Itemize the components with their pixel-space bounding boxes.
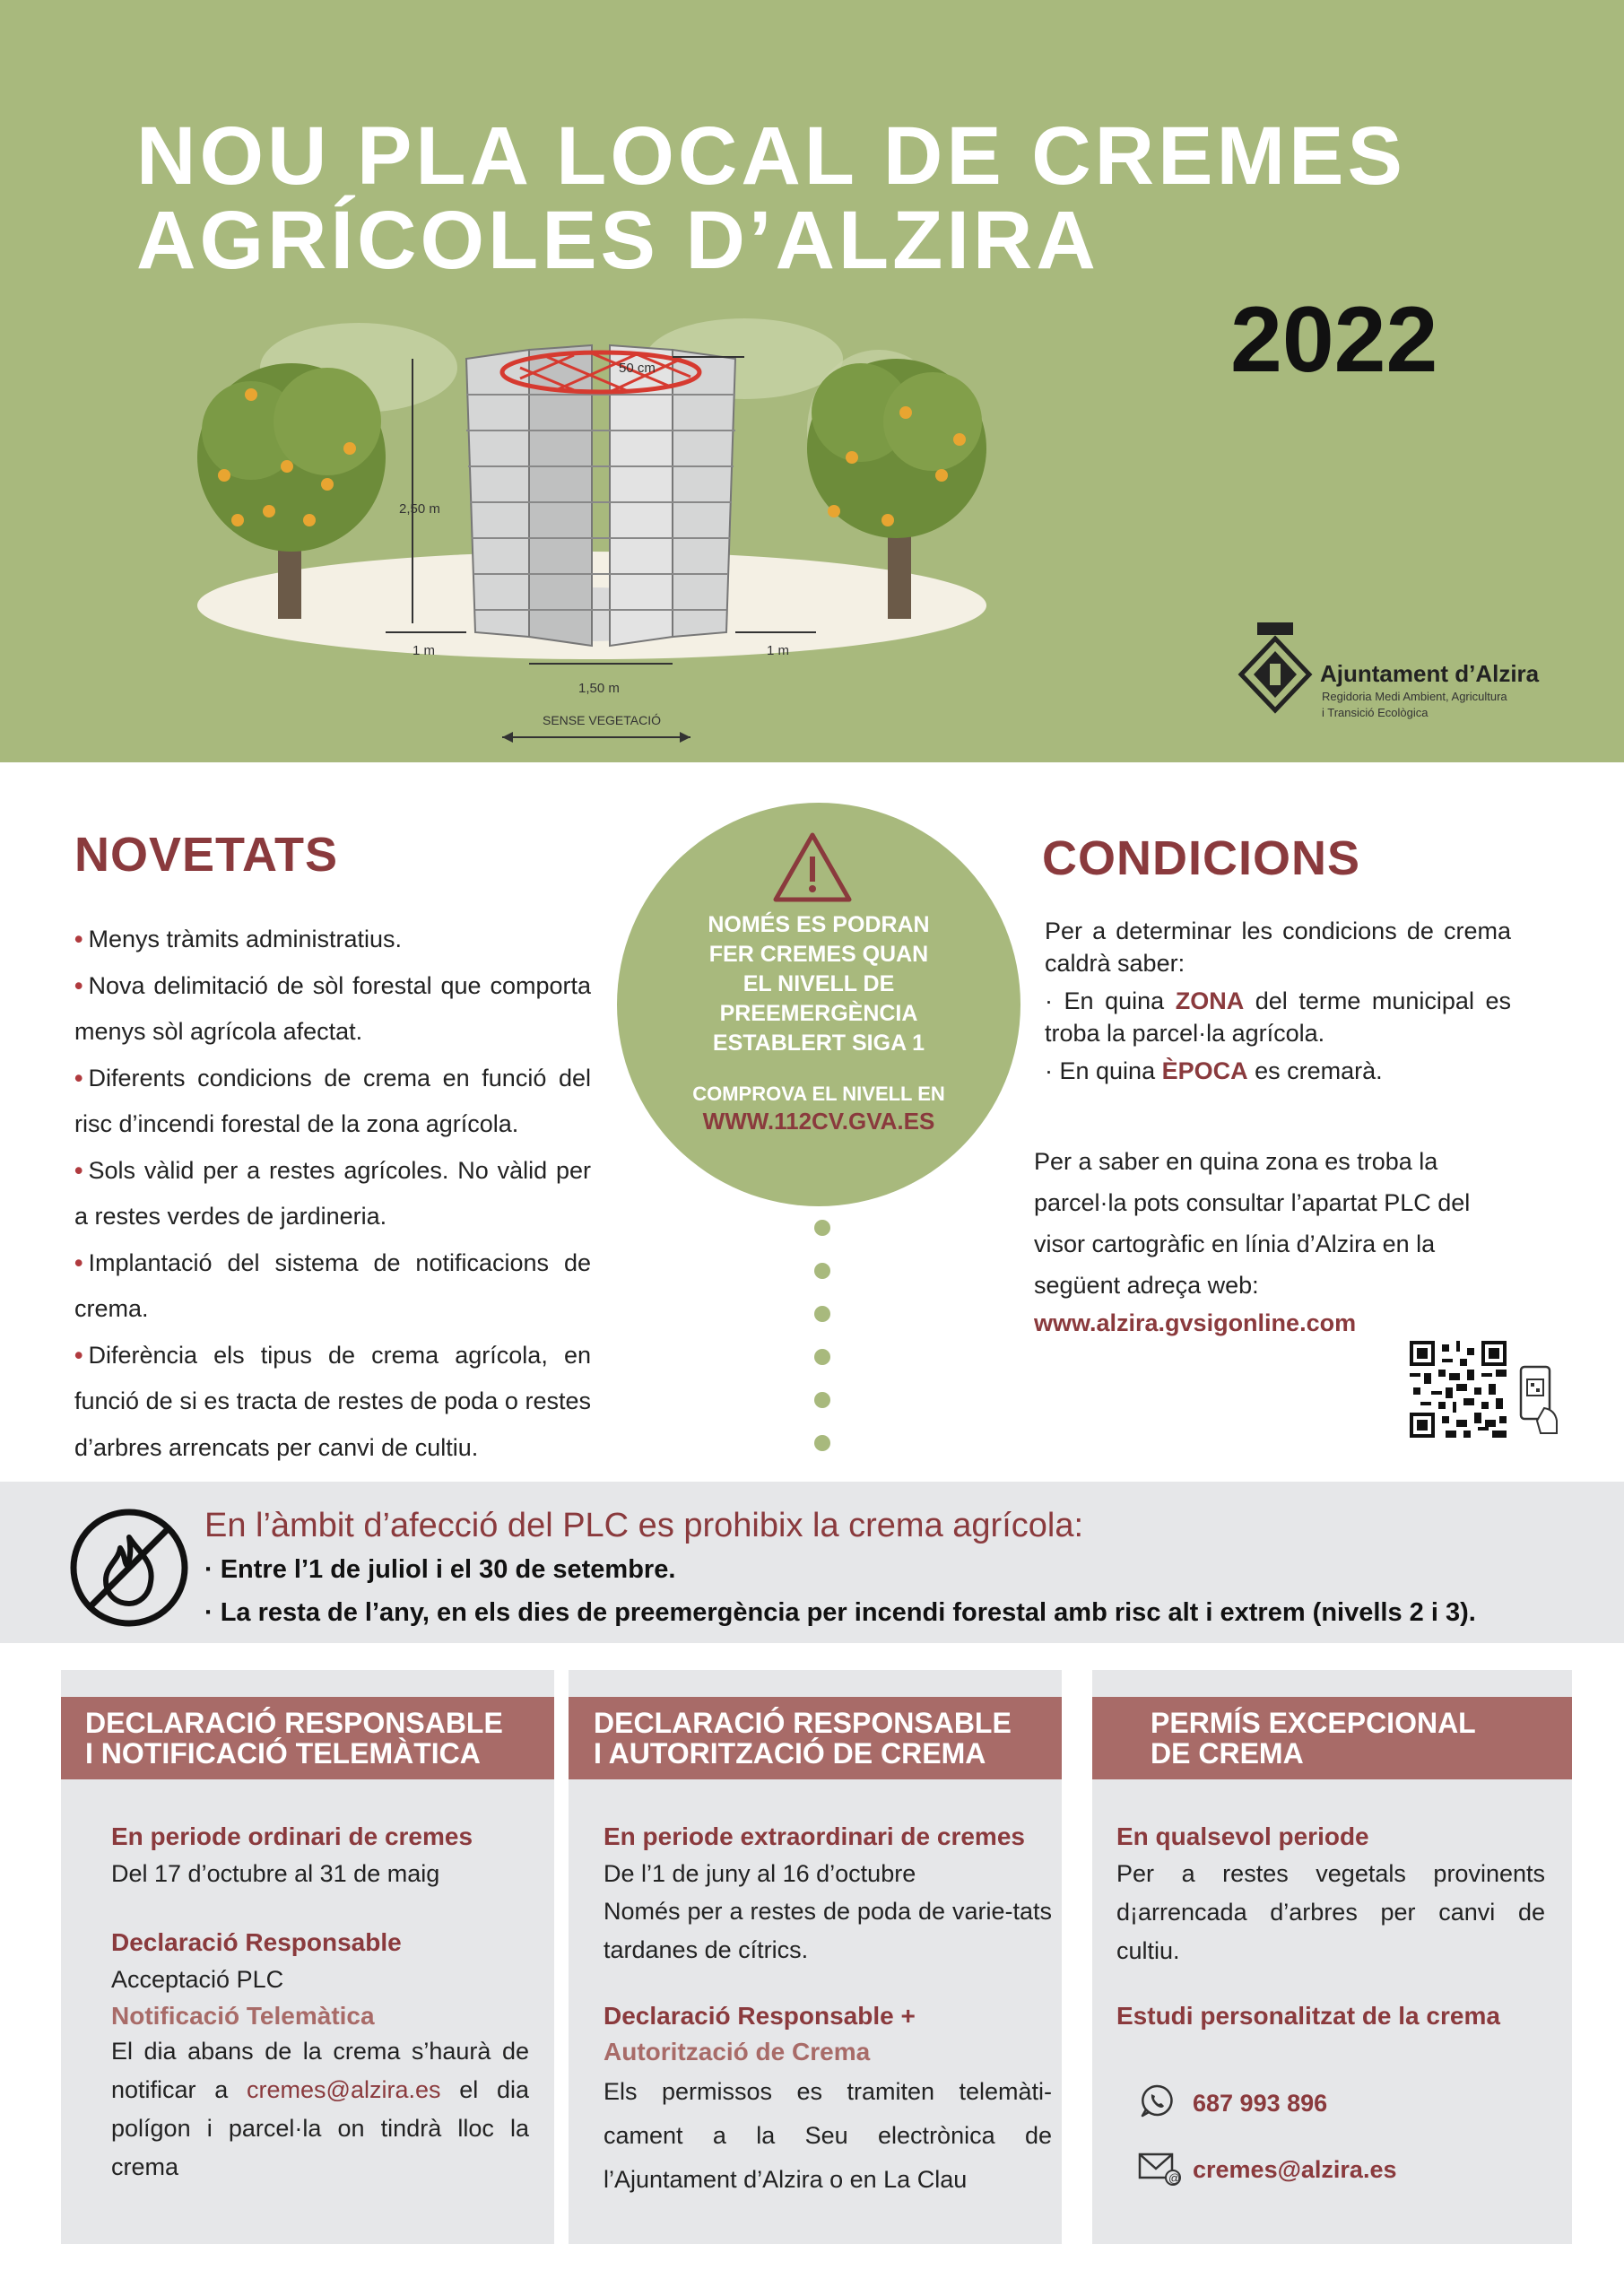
column-1-declaracio: Declaració Responsable: [111, 1928, 402, 1956]
column-3-text: Per a restes vegetals provinents d¡arrencada d’arbres per canvi de cultiu.: [1116, 1860, 1545, 1964]
column-3-study: Estudi personalitzat de la crema: [1116, 2002, 1500, 2030]
column-2-period: En periode extraordinari de cremes: [604, 1822, 1025, 1850]
email-link[interactable]: cremes@alzira.es: [247, 2076, 441, 2103]
email-icon: [1137, 2149, 1184, 2187]
column-3-period: En qualsevol periode: [1116, 1822, 1369, 1850]
condicions-epoca: · En quina ÈPOCA es cremarà.: [1045, 1057, 1383, 1084]
phone-number[interactable]: 687 993 896: [1193, 2090, 1328, 2117]
condicions-text: [1045, 915, 1511, 1087]
coat-of-arms-icon: [1238, 619, 1313, 718]
prohibition-band: [0, 1482, 1624, 1643]
column-1-text: El dia abans de la crema s’haurà de notificar a cremes@alzira.es el dia polígon i parcel·la on tindrà lloc la crema: [111, 2038, 529, 2180]
list-item: • Menys tràmits administratius.: [74, 926, 403, 952]
decorative-dot: [814, 1435, 830, 1451]
no-vegetation-label: SENSE VEGETACIÓ: [543, 713, 661, 727]
list-item: • Implantació del sistema de notificacions de crema.: [74, 1248, 591, 1322]
decorative-dot: [814, 1306, 830, 1322]
decorative-dot: [814, 1263, 830, 1279]
no-fire-icon: [68, 1507, 190, 1629]
column-1-acceptacio: Acceptació PLC: [111, 1966, 284, 1993]
burn-pile-diagram: [170, 305, 1022, 744]
column-1-dates: Del 17 d’octubre al 31 de maig: [111, 1860, 440, 1887]
prohibition-item-2: · La resta de l’any, en els dies de preemergència per incendi forestal amb risc alt i extrem (nivells 2 i 3).: [204, 1598, 1476, 1627]
novetats-title: NOVETATS: [74, 828, 339, 882]
condicions-intro: Per a determinar les condicions de crema caldrà saber:: [1045, 918, 1511, 977]
page-title-line1: NOU PLA LOCAL DE CREMES: [136, 110, 1406, 202]
year-label: 2022: [1230, 288, 1438, 392]
prohibition-title: En l’àmbit d’afecció del PLC es prohibix la crema agrícola:: [204, 1507, 1084, 1544]
prohibition-item-1: · Entre l’1 de juliol i el 30 de setembre.: [204, 1555, 676, 1584]
header-banner: [0, 0, 1624, 762]
list-item: • Diferents condicions de crema en funció del risc d’incendi forestal de la zona agrícola.: [74, 1064, 591, 1137]
column-permis-excepcional: [1092, 1670, 1572, 2244]
dim-1m-right-label: 1 m: [767, 643, 790, 658]
column-2-declaracio: Declaració Responsable +: [604, 2002, 916, 2030]
circle-text: NOMÉS ES PODRAN FER CREMES QUAN EL NIVELL DE PREEMERGÈNCIA ESTABLERT SIGA 1: [708, 912, 930, 1056]
list-item: • Nova delimitació de sòl forestal que comporta menys sòl agrícola afectat.: [74, 971, 591, 1045]
logo-subtitle-2: i Transició Ecològica: [1322, 706, 1429, 719]
qr-code-icon: [1410, 1341, 1507, 1438]
column-2-header: DECLARACIÓ RESPONSABLE I AUTORITZACIÓ DE CREMA: [569, 1697, 1062, 1779]
circle-check-label: COMPROVA EL NIVELL EN: [692, 1083, 945, 1105]
svg-text:@: @: [1168, 2171, 1181, 2185]
logo-name: Ajuntament d’Alzira: [1320, 660, 1540, 687]
gvsig-web-link[interactable]: www.alzira.gvsigonline.com: [1034, 1309, 1357, 1336]
decorative-dot: [814, 1220, 830, 1236]
list-item: • Diferència els tipus de crema agrícola, en funció de si es tracta de restes de poda o restes d’arbres arrencats per canvi de cultiu.: [74, 1341, 591, 1461]
dim-1m-left-label: 1 m: [413, 643, 436, 658]
column-2-only: Només per a restes de poda de varie-tats tardanes de cítrics.: [604, 1898, 1052, 1963]
column-2-dates: De l’1 de juny al 16 d’octubre: [604, 1860, 916, 1887]
dim-height-label: 2,50 m: [399, 501, 440, 517]
novetats-list: [74, 917, 591, 1471]
condicions-consult: Per a saber en quina zona es troba la parcel·la pots consultar l’apartat PLC del visor cartogràfic en línia d’Alzira en la següent adreça web:: [1034, 1148, 1471, 1299]
decorative-dot: [814, 1392, 830, 1408]
decorative-dot: [814, 1349, 830, 1365]
column-2-text: Els permissos es tramiten telemàti-cament a la Seu electrònica de l’Ajuntament d’Alzira o en La Clau: [604, 2078, 1052, 2193]
email-link[interactable]: cremes@alzira.es: [1193, 2156, 1397, 2183]
preemergency-circle: [617, 803, 1020, 1206]
column-1-header: DECLARACIÓ RESPONSABLE I NOTIFICACIÓ TELEMÀTICA: [61, 1697, 554, 1779]
page-title-line2: AGRÍCOLES D’ALZIRA: [136, 195, 1099, 286]
dim-50cm-label: 50 cm: [619, 361, 656, 376]
column-declaracio-autoritzacio: [569, 1670, 1062, 2244]
circle-url-link[interactable]: WWW.112CV.GVA.ES: [702, 1108, 935, 1135]
list-item: • Sols vàlid per a restes agrícoles. No vàlid per a restes verdes de jardineria.: [74, 1156, 591, 1230]
condicions-zona: · En quina ZONA del terme municipal es troba la parcel·la agrícola.: [1045, 987, 1511, 1047]
dim-width-label: 1,50 m: [578, 681, 620, 696]
logo-subtitle-1: Regidoria Medi Ambient, Agricultura: [1322, 690, 1507, 703]
column-1-notificacio: Notificació Telemàtica: [111, 2002, 375, 2030]
column-declaracio-notificacio: [61, 1670, 554, 2244]
column-3-header: PERMÍS EXCEPCIONAL DE CREMA: [1092, 1697, 1572, 1779]
phone-scan-icon: [1517, 1363, 1562, 1437]
condicions-title: CONDICIONS: [1042, 831, 1361, 885]
column-1-period: En periode ordinari de cremes: [111, 1822, 473, 1850]
whatsapp-icon: [1139, 2083, 1175, 2118]
warning-icon: [772, 831, 853, 903]
column-2-autoritzacio: Autorització de Crema: [604, 2038, 871, 2066]
